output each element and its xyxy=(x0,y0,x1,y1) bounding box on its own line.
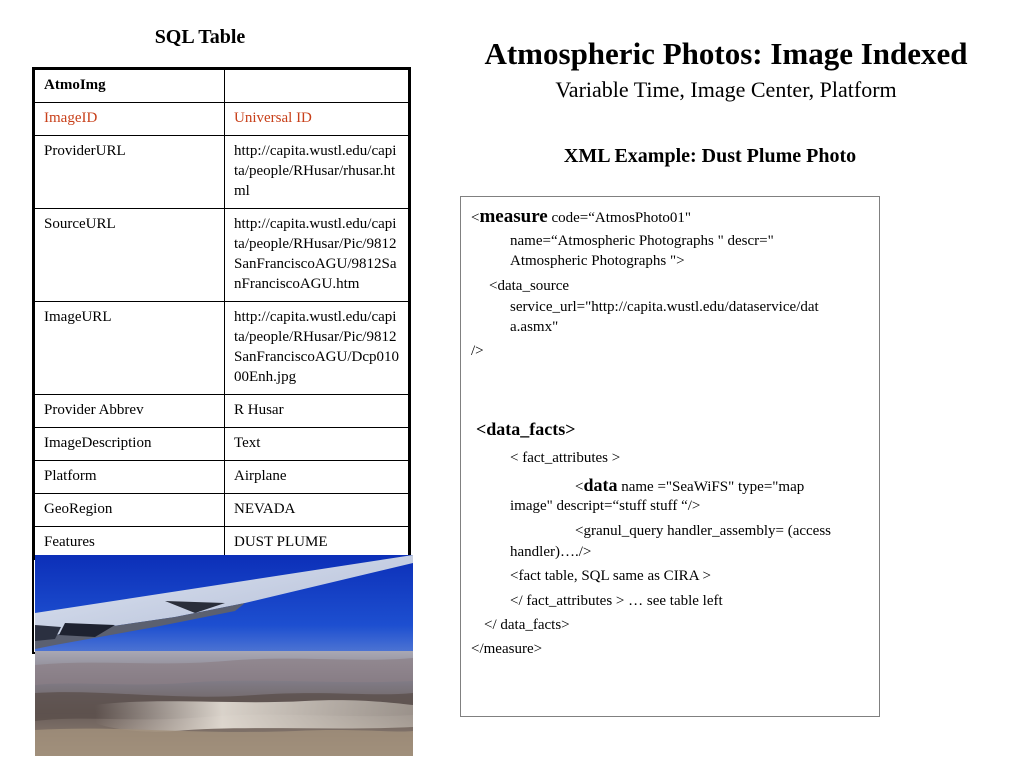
value-cell: http://capita.wustl.edu/capita/people/RHusar/Pic/9812SanFranciscoAGU/9812SanFranciscoAGU.htm xyxy=(225,209,409,302)
dust-plume-photo xyxy=(35,555,413,756)
xml-line: /> xyxy=(471,343,484,359)
value-cell: http://capita.wustl.edu/capita/people/RHusar/rhusar.html xyxy=(225,136,409,209)
xml-line: handler)…./> xyxy=(510,544,592,560)
table-row xyxy=(35,461,409,494)
value-cell: Airplane xyxy=(225,461,409,494)
table-row xyxy=(35,494,409,527)
xml-line: <granul_query handler_assembly= (access xyxy=(575,523,831,539)
xml-measure-tag: measure xyxy=(479,206,548,227)
page-title: Atmospheric Photos: Image Indexed xyxy=(484,36,968,71)
xml-line: image" descript=“stuff stuff “/> xyxy=(510,498,701,514)
table-row xyxy=(35,136,409,209)
xml-line: < fact_attributes > xyxy=(510,450,621,466)
xml-line: name=“Atmospheric Photographs " descr=" xyxy=(510,233,774,249)
xml-line-data xyxy=(575,475,804,498)
table-row xyxy=(35,103,409,136)
value-cell: R Husar xyxy=(225,395,409,428)
field-cell: SourceURL xyxy=(35,209,225,302)
table-name-cell: AtmoImg xyxy=(35,70,225,103)
table-row xyxy=(35,302,409,395)
xml-line: service_url="http://capita.wustl.edu/dataservice/dat xyxy=(510,299,819,315)
page-subtitle: Variable Time, Image Center, Platform xyxy=(555,77,897,102)
xml-data-tag: data xyxy=(583,475,618,495)
field-cell: ImageURL xyxy=(35,302,225,395)
xml-line: <fact table, SQL same as CIRA > xyxy=(510,568,711,584)
sql-table xyxy=(34,69,409,560)
value-cell: Universal ID xyxy=(225,103,409,136)
table-header-row xyxy=(35,70,409,103)
table-row xyxy=(35,395,409,428)
field-cell: ImageID xyxy=(35,103,225,136)
xml-measure-attrs: code=“AtmosPhoto01" xyxy=(547,210,692,226)
xml-line-measure-close: </measure> xyxy=(471,641,543,657)
field-cell: Provider Abbrev xyxy=(35,395,225,428)
xml-example-box xyxy=(460,196,880,717)
xml-angle-bracket: < xyxy=(471,210,480,226)
field-cell: ProviderURL xyxy=(35,136,225,209)
xml-line-measure-open xyxy=(471,206,691,229)
xml-line: Atmospheric Photographs "> xyxy=(510,253,685,269)
value-cell: NEVADA xyxy=(225,494,409,527)
airplane-wing-photo-image xyxy=(35,555,413,756)
field-cell: Platform xyxy=(35,461,225,494)
field-cell: GeoRegion xyxy=(35,494,225,527)
xml-angle-bracket: < xyxy=(575,479,584,495)
field-cell: ImageDescription xyxy=(35,428,225,461)
xml-line: </ data_facts> xyxy=(484,617,570,633)
xml-data-facts-open: <data_facts> xyxy=(476,419,576,439)
value-cell: http://capita.wustl.edu/capita/people/RHusar/Pic/9812SanFranciscoAGU/Dcp01000Enh.jpg xyxy=(225,302,409,395)
table-row xyxy=(35,428,409,461)
xml-example-heading: XML Example: Dust Plume Photo xyxy=(563,145,857,167)
field-cell: Features xyxy=(35,527,225,560)
xml-line: a.asmx" xyxy=(510,319,559,335)
xml-line-data-source: <data_source xyxy=(489,278,570,294)
value-cell: DUST PLUME xyxy=(225,527,409,560)
sql-table-heading: SQL Table xyxy=(154,26,246,48)
value-cell: Text xyxy=(225,428,409,461)
xml-line: </ fact_attributes > … see table left xyxy=(510,593,723,609)
table-row xyxy=(35,209,409,302)
xml-data-attrs: name ="SeaWiFS" type="map xyxy=(617,479,805,495)
table-header-empty-cell xyxy=(225,70,409,103)
